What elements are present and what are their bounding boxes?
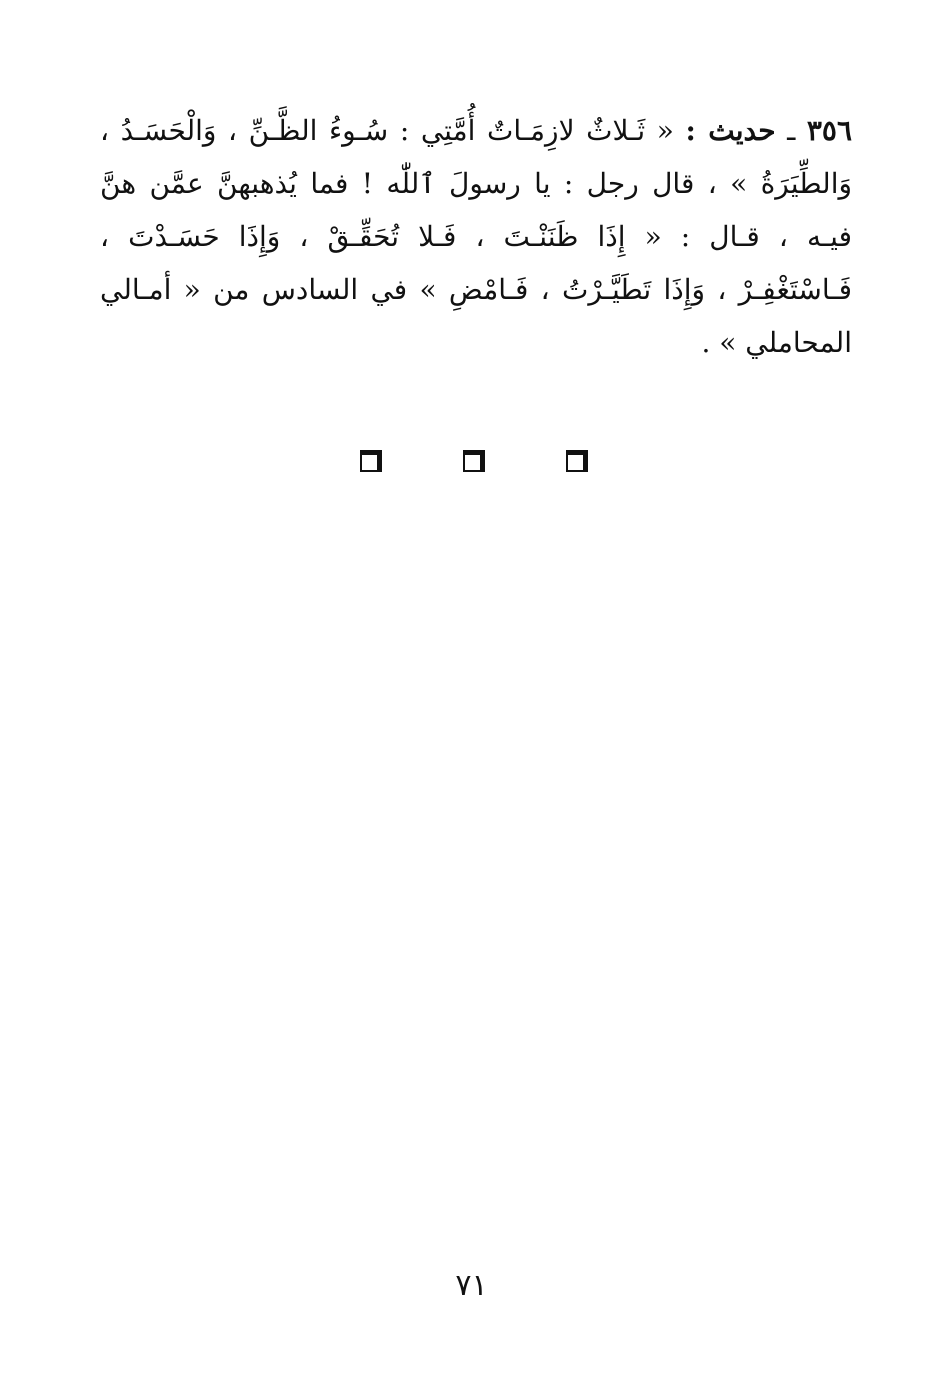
square-ornament-icon [566,450,588,472]
section-separator [0,450,943,490]
entry-number: ٣٥٦ [806,114,852,147]
square-ornament-icon [360,450,382,472]
entry-text-line-3: فيـه ، قـال : « إِذَا ظَنَنْـتَ ، فَـلا تُحَقِّـقْ ، وَإِذَا حَسَـدْتَ ، [100,220,852,253]
hadith-entry [100,104,852,369]
entry-line-1 [100,104,852,157]
entry-line-3 [100,210,852,263]
entry-line-4 [100,263,852,316]
entry-text-line-2: وَالطِّيَرَةُ » ، قال رجل : يا رسولَ ٱللّٰه ! فما يُذهبهنَّ عمَّن هنَّ [100,167,852,200]
entry-text-line-1: « ثَـلاثٌ لازِمَـاتٌ أُمَّتِي : سُـوءُ الظَّـنِّ ، وَالْحَسَـدُ ، [100,114,674,147]
page-number: ٧١ [455,1268,488,1303]
entry-label: حديث : [685,114,776,147]
entry-dash: ـ [787,114,796,147]
entry-text-line-5: المحاملي » . [701,326,852,359]
entry-line-5 [100,316,852,369]
entry-text-line-4: فَـاسْتَغْفِـرْ ، وَإِذَا تَطَيَّـرْتُ ، فَـامْضِ » في السادس من « أمـالي [100,273,852,306]
square-ornament-icon [463,450,485,472]
entry-line-2 [100,157,852,210]
